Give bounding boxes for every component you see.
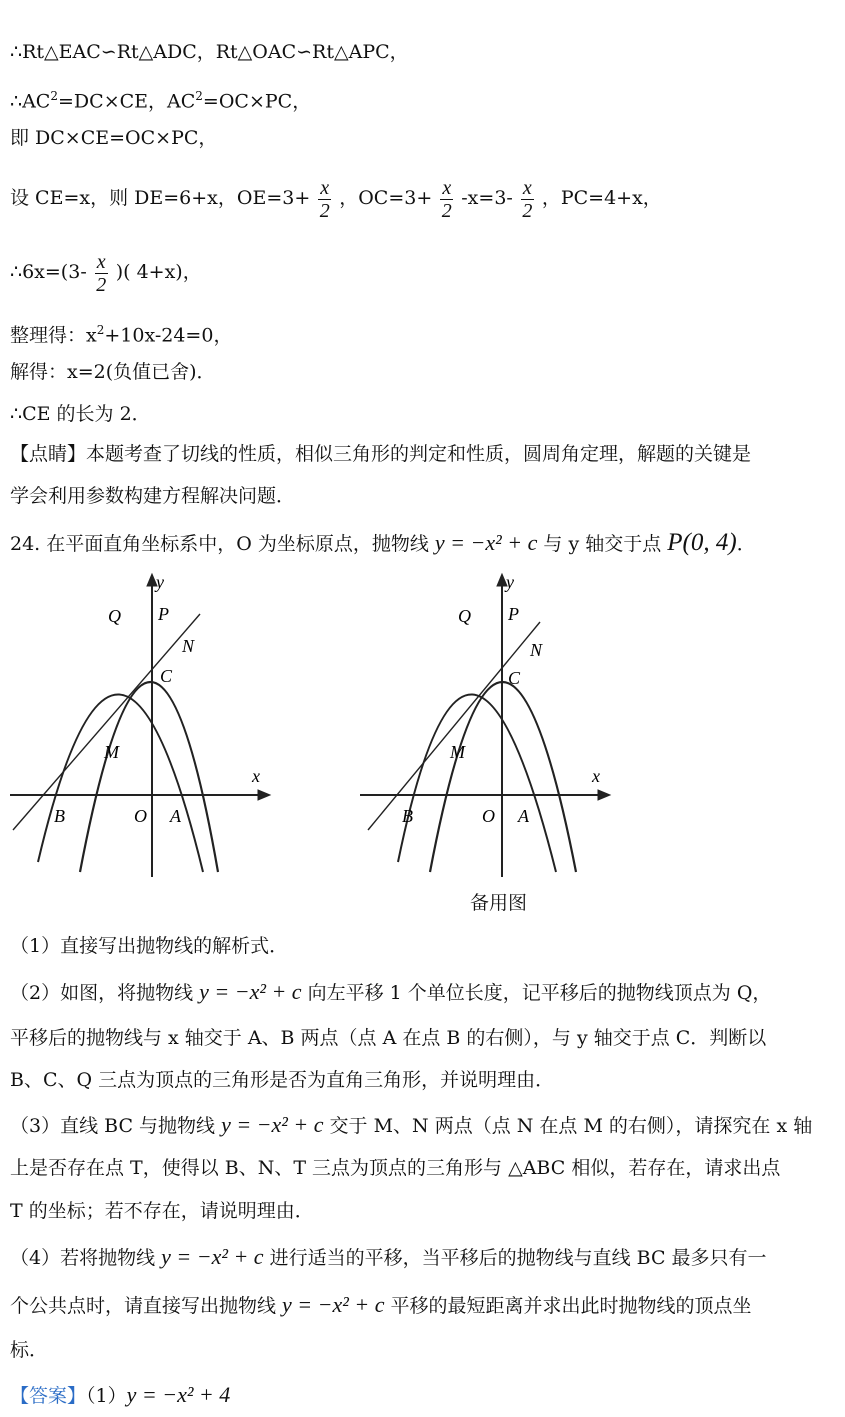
parabola-figure-spare [358,572,638,882]
question-1: （1）直接写出抛物线的解析式． [10,935,289,957]
point-label-a: A [170,806,181,826]
proof-line-4: 设 CE=x，则 DE=6+x，OE=3+ $\frac{x}{2}$ ，OC=3+ $\frac{x}{2}$ -x=3- $\frac{x}{2}$ ，PC=4+x， [10,176,662,222]
point-label-a: A [518,806,529,826]
proof-line-5: ∴6x=(3- $\frac{x}{2}$ )( 4+x)， [10,250,202,296]
question-2-line-1: （2）如图，将抛物线 y = −x² + c 向左平移 1 个单位长度，记平移后的抛物线顶点为 Q， [10,979,772,1004]
point-label-b: B [402,806,413,826]
point-label-n: N [182,636,195,656]
question-2-line-2: 平移后的抛物线与 x 轴交于 A、B 两点（点 A 在点 B 的右侧），与 y 轴交于点 C．判断以 [10,1027,767,1049]
point-label-q: Q [458,606,471,626]
answer-label: 【答案】 [10,1385,87,1407]
x-axis-label: x [592,766,600,786]
proof-line-2: $\therefore AC^2=DC\times CE$，$AC^2=OC\times PC$， [10,89,312,113]
point-label-o: O [482,806,495,826]
proof-line-3: 即 DC×CE=OC×PC， [10,127,218,149]
point-label-b: B [54,806,65,826]
y-axis-label: y [156,572,164,592]
comment-line-2: 学会利用参数构建方程解决问题． [10,485,296,507]
answer-line: 【答案】（1）y = −x² + 4 [10,1382,231,1407]
proof-line-1: ∴Rt△EAC∽Rt△ADC，Rt△OAC∽Rt△APC， [10,41,409,63]
question-4-line-3: 标． [10,1339,49,1361]
fraction-x-over-2: $\frac{x}{2}$ [96,250,107,296]
proof-line-8: ∴CE 的长为 2． [10,403,151,425]
point-label-n: N [530,640,543,660]
problem-24-stem: 24. 在平面直角坐标系中，O 为坐标原点，抛物线 y = −x² + c 与 y 轴交于点 P(0, 4)． [10,529,756,556]
point-label-q: Q [108,606,121,626]
comment-line-1: 【点睛】本题考查了切线的性质，相似三角形的判定和性质，圆周角定理，解题的关键是 [10,443,752,465]
point-label-m: M [450,742,465,762]
fraction-x-over-2: $\frac{x}{2}$ [522,176,533,222]
point-label-p: P [158,604,169,624]
fraction-x-over-2: $\frac{x}{2}$ [441,176,452,222]
parabola-figure-main [8,572,288,882]
proof-line-7: 解得：x=2(负值已舍)． [10,361,216,383]
question-4-line-1: （4）若将抛物线 y = −x² + c 进行适当的平移，当平移后的抛物线与直线 BC 最多只有一 [10,1244,767,1269]
proof-line-6: 整理得：$x^2+10x-24=0$， [10,323,233,347]
point-label-m: M [104,742,119,762]
question-2-line-3: B、C、Q 三点为顶点的三角形是否为直角三角形，并说明理由． [10,1069,555,1091]
point-label-o: O [134,806,147,826]
question-3-line-1: （3）直线 BC 与抛物线 y = −x² + c 交于 M、N 两点（点 N 在点 M 的右侧），请探究在 x 轴 [10,1112,813,1137]
question-3-line-2: 上是否存在点 T，使得以 B、N、T 三点为顶点的三角形与 △ABC 相似，若存在，请求出点 [10,1157,781,1179]
question-4-line-2: 个公共点时，请直接写出抛物线 y = −x² + c 平移的最短距离并求出此时抛物线的顶点坐 [10,1292,752,1317]
fraction-x-over-2: $\frac{x}{2}$ [319,176,330,222]
y-axis-label: y [506,572,514,592]
point-label-c: C [160,666,173,686]
question-3-line-3: T 的坐标；若不存在，请说明理由． [10,1200,314,1222]
x-axis-label: x [252,766,260,786]
figure-caption: 备用图 [470,892,528,914]
point-label-p: P [508,604,519,624]
point-label-c: C [508,668,521,688]
